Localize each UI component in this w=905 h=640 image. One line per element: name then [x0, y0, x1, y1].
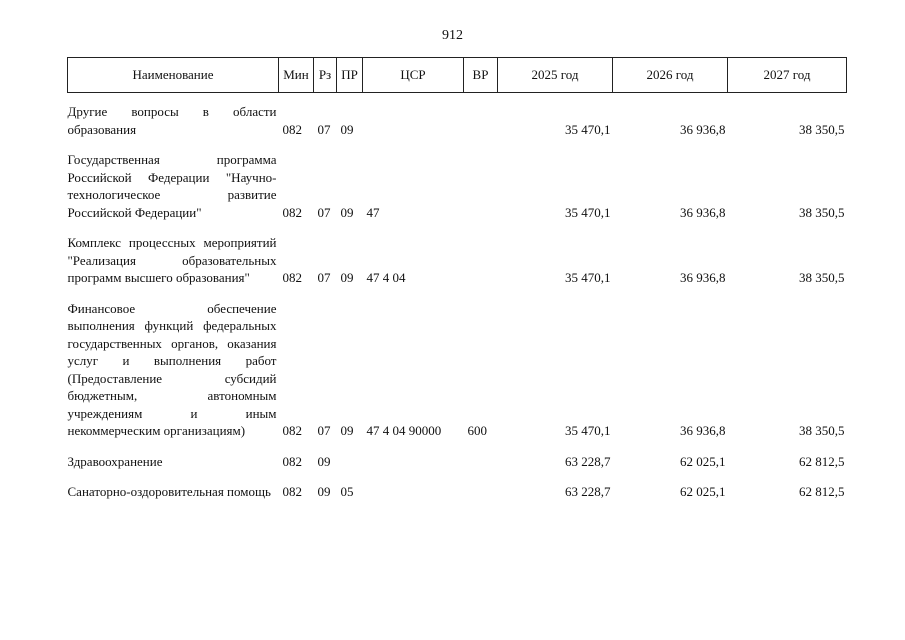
row-name: Финансовое обеспечение выполнения функций федеральных государственных органов, оказания услуг и выполнения работ (Предоставление субсидий бюджетным, автономным учреждениям и иным некоммерческим организациям): [67, 300, 277, 438]
row-vr: [464, 138, 498, 221]
row-pr: 09: [340, 270, 354, 285]
header-row: [68, 58, 847, 93]
row-vr: 600: [467, 423, 487, 438]
table-row: [68, 287, 847, 440]
page-number: 912: [442, 28, 463, 43]
row-2027: 38 350,5: [799, 270, 845, 285]
row-2027: 38 350,5: [799, 204, 845, 220]
row-csr: [363, 93, 464, 139]
row-pr: 09: [340, 423, 354, 438]
row-vr: [464, 470, 498, 501]
table-body: [68, 93, 847, 501]
header-min: Мин: [279, 58, 314, 93]
table-row: [68, 470, 847, 501]
row-rz: 07: [317, 270, 331, 285]
row-pr: 09: [340, 204, 354, 220]
row-name: Другие вопросы в области образования: [67, 104, 277, 137]
row-2026: 36 936,8: [680, 121, 726, 137]
row-csr: 47: [366, 204, 380, 220]
row-min: 082: [282, 121, 302, 137]
row-2027: 38 350,5: [799, 121, 845, 137]
row-2026: 62 025,1: [680, 484, 726, 499]
row-name: Здравоохранение: [67, 453, 163, 469]
row-csr: [363, 470, 464, 501]
table-row: [68, 440, 847, 471]
row-rz: 07: [317, 121, 331, 137]
row-2027: 38 350,5: [799, 423, 845, 438]
table-row: [68, 138, 847, 221]
header-csr: ЦСР: [363, 58, 464, 93]
header-2027: 2027 год: [728, 58, 847, 93]
row-rz: 07: [317, 204, 331, 220]
row-2025: 35 470,1: [565, 270, 611, 285]
row-2026: 36 936,8: [680, 204, 726, 220]
row-2025: 35 470,1: [565, 423, 611, 438]
row-2025: 35 470,1: [565, 204, 611, 220]
row-min: 082: [282, 484, 302, 499]
row-min: 082: [282, 423, 302, 438]
row-vr: [464, 93, 498, 139]
row-2025: 63 228,7: [565, 484, 611, 499]
row-rz: 09: [317, 484, 331, 499]
table-row: [68, 221, 847, 287]
row-2027: 62 812,5: [799, 484, 845, 499]
table-row: [68, 93, 847, 139]
row-2025: 63 228,7: [565, 453, 611, 469]
header-vr: ВР: [464, 58, 498, 93]
row-pr: [337, 440, 363, 471]
row-name: Санаторно-оздоровительная помощь: [67, 484, 271, 499]
row-2026: 36 936,8: [680, 423, 726, 438]
header-name: Наименование: [68, 58, 279, 93]
header-2025: 2025 год: [498, 58, 613, 93]
row-min: 082: [282, 270, 302, 285]
row-csr: 47 4 04 90000: [366, 423, 442, 438]
row-2026: 62 025,1: [680, 453, 726, 469]
row-name: Комплекс процессных мероприятий "Реализация образовательных программ высшего образования": [67, 235, 277, 285]
row-2026: 36 936,8: [680, 270, 726, 285]
table-header: [68, 58, 847, 93]
row-csr: 47 4 04: [366, 270, 406, 285]
header-rz: Рз: [314, 58, 337, 93]
row-vr: [464, 440, 498, 471]
row-pr: 05: [340, 484, 354, 499]
header-2026: 2026 год: [613, 58, 728, 93]
budget-table: [67, 57, 847, 501]
row-vr: [464, 221, 498, 287]
row-pr: 09: [340, 121, 354, 137]
row-rz: 07: [317, 423, 331, 438]
row-rz: 09: [317, 453, 331, 469]
row-csr: [363, 440, 464, 471]
row-2025: 35 470,1: [565, 121, 611, 137]
header-pr: ПР: [337, 58, 363, 93]
row-name: Государственная программа Российской Федерации "Научно-технологическое развитие Российской Федерации": [67, 152, 277, 220]
row-min: 082: [282, 204, 302, 220]
row-min: 082: [282, 453, 302, 469]
row-2027: 62 812,5: [799, 453, 845, 469]
